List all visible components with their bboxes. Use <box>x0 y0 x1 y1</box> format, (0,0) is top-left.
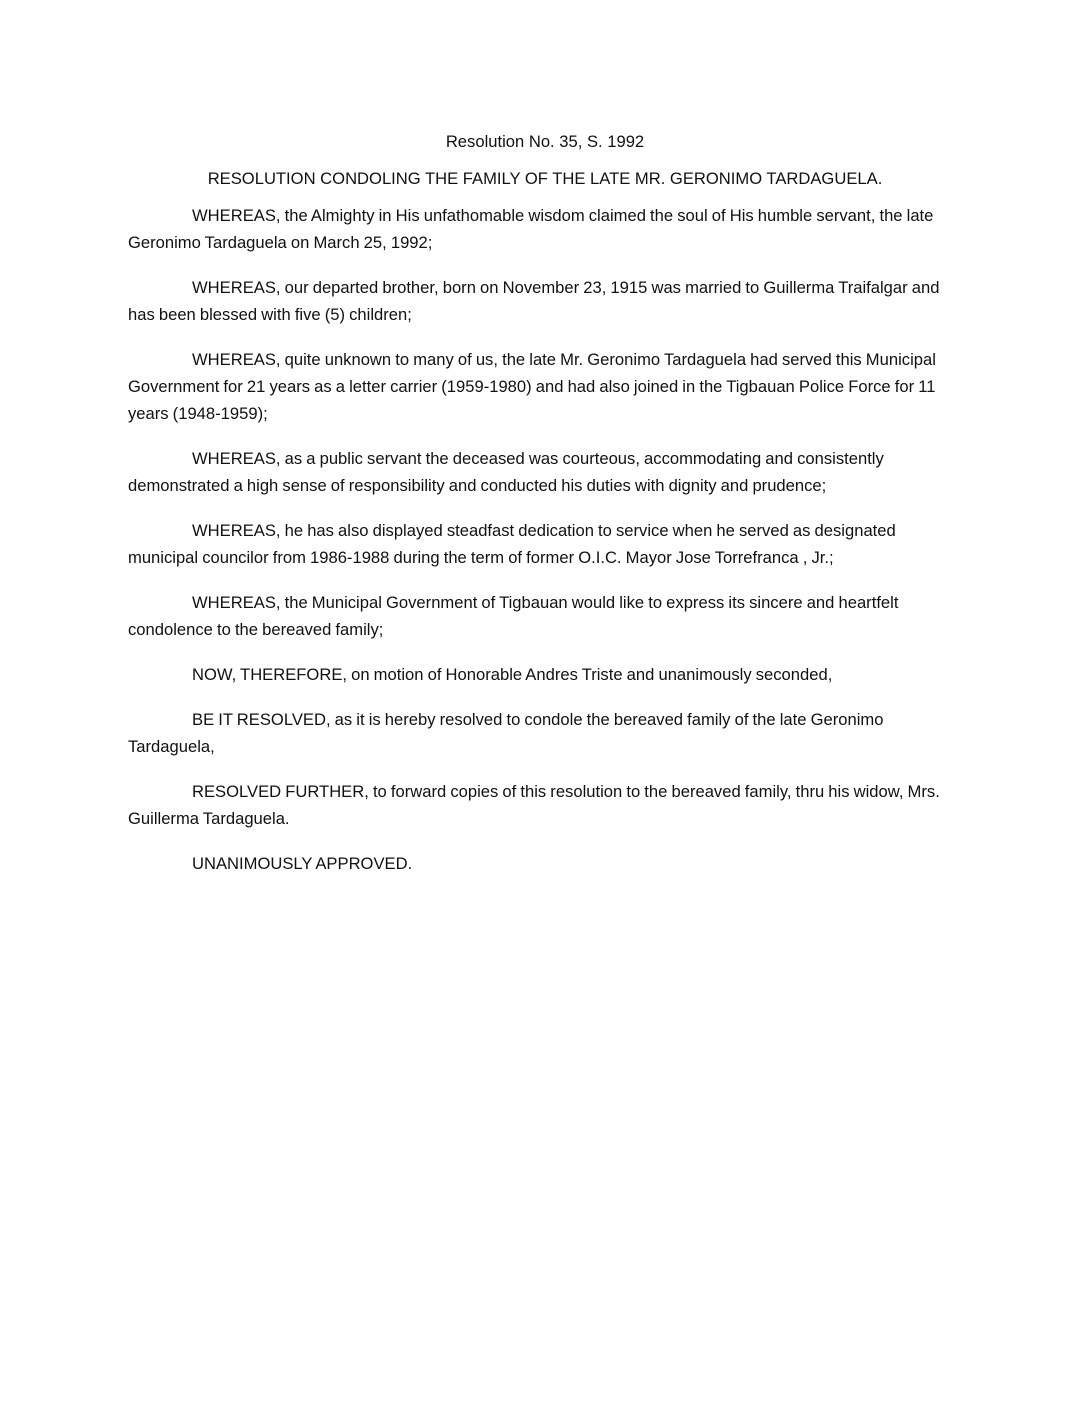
resolution-number: Resolution No. 35, S. 1992 <box>445 132 645 151</box>
approval-statement: UNANIMOUSLY APPROVED. <box>192 854 413 873</box>
resolution-document <box>128 128 962 895</box>
whereas-paragraph-5: WHEREAS, he has also displayed steadfast dedication to service when he served as designated municipal councilor from 1986-1988 during the term of former O.I.C. Mayor Jose Torrefranca , Jr.; <box>128 521 896 567</box>
whereas-paragraph-1: WHEREAS, the Almighty in His unfathomable wisdom claimed the soul of His humble servant, the late Geronimo Tardaguela on March 25, 1992; <box>128 206 934 252</box>
whereas-paragraph-3: WHEREAS, quite unknown to many of us, the late Mr. Geronimo Tardaguela had served this Municipal Government for 21 years as a letter carrier (1959-1980) and had also joined in the Tigbauan Police Force for 11 years (1948-1959); <box>128 350 936 423</box>
be-it-resolved-paragraph: BE IT RESOLVED, as it is hereby resolved to condole the bereaved family of the late Geronimo Tardaguela, <box>128 710 884 756</box>
now-therefore-paragraph: NOW, THEREFORE, on motion of Honorable Andres Triste and unanimously seconded, <box>192 665 833 684</box>
resolved-further-paragraph: RESOLVED FURTHER, to forward copies of this resolution to the bereaved family, thru his widow, Mrs. Guillerma Tardaguela. <box>128 782 940 828</box>
whereas-paragraph-2: WHEREAS, our departed brother, born on November 23, 1915 was married to Guillerma Traifalgar and has been blessed with five (5) children; <box>128 278 940 324</box>
whereas-paragraph-4: WHEREAS, as a public servant the deceased was courteous, accommodating and consistently demonstrated a high sense of responsibility and conducted his duties with dignity and prudence; <box>128 449 884 495</box>
whereas-paragraph-6: WHEREAS, the Municipal Government of Tigbauan would like to express its sincere and heartfelt condolence to the bereaved family; <box>128 593 899 639</box>
resolution-heading: RESOLUTION CONDOLING THE FAMILY OF THE LATE MR. GERONIMO TARDAGUELA. <box>207 169 883 188</box>
